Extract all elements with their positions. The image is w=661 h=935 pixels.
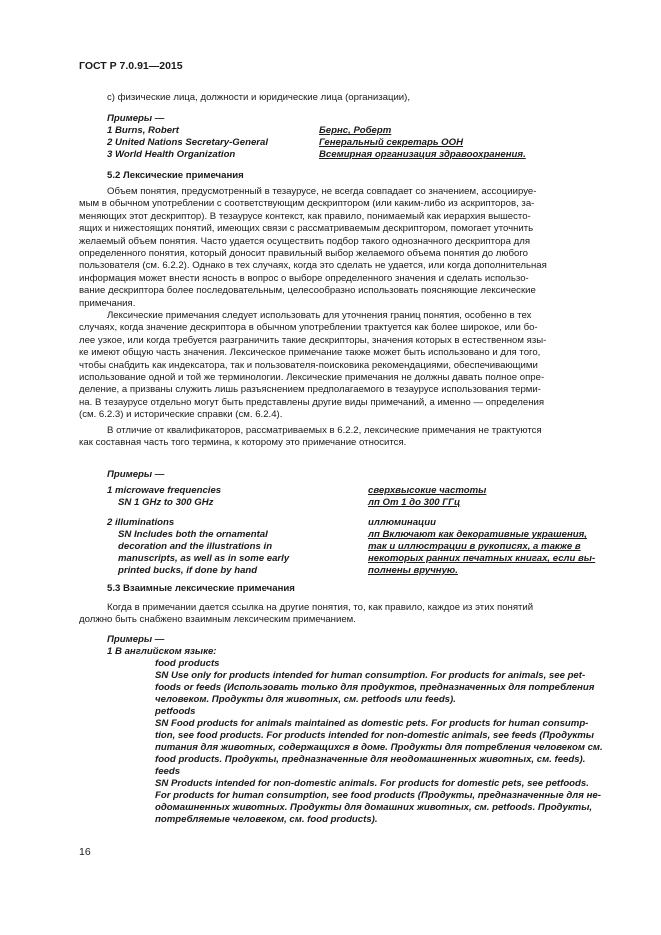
thesaurus-term: petfoods: [155, 706, 196, 717]
scope-note: SN Products intended for non-domestic animals. For products for domestic pets, see petfoods.: [155, 778, 589, 789]
examples-label: Примеры —: [107, 113, 165, 124]
example-term: 1 microwave frequencies: [107, 485, 222, 496]
scope-note: food products. Продукты, предназначенные для неодомашненных животных, см. feeds).: [155, 754, 586, 765]
example-note: printed bucks, if done by hand: [118, 565, 258, 576]
paragraph: Лексические примечания следует использовать для уточнения границ понятия, особенно в тех случаях, когда значение дескриптора в обычном употреблении трактуется как более широкое, или бо- лее узкое, или когда требуется разграничить такие дескрипторы, значения которых в естественном язы- ке имеют общую часть значения. Лексическое примечание также может быть использовано и для того, чтобы снабдить как индексатора, так и пользователя-поисковика рекомендациями, обеспечивающими использование одной и той же терминологии. Лексические примечания не должны давать полное опре- деление, а призваны служить лишь разъяснением предполагаемого в тезаурусе использования терми- на. В тезаурусе отдельно могут быть представлены другие виды примечаний, а именно — определения (см. 6.2.3) и исторические справки (см. 6.2.4).: [79, 310, 547, 421]
scope-note: питания для животных, содержащихся в доме. Продукты для потребления человеком см.: [155, 742, 603, 753]
list-item-c: c) физические лица, должности и юридические лица (организации),: [107, 92, 411, 103]
example-term-translation: иллюминации: [368, 517, 436, 528]
scope-note: одомашненных животных. Продукты для домашних животных, см. petfoods. Продукты,: [155, 802, 593, 813]
paragraph: Объем понятия, предусмотренный в тезаурусе, не всегда совпадает со значением, ассоциируе- мым в обычном употреблении с соответствующим дескриптором (или каким-либо из аскрипторов, за- меняющих этот дескриптор). В тезаурусе контекст, как правило, понимаемый как иерархия вышесто- ящих и нижестоящих понятий, имеющих связи с рассматриваемым дескриптором, помогает уточнить желаемый объем понятия. Часто удается осуществить подбор такого однозначного дескриптора для определенного понятия, который доносит правильный выбор желаемого объема понятия до любого пользователя (см. 6.2.2). Однако в тех случаях, когда это сделать не удается, или когда дополнительная информация может внести ясность в вопрос о выборе определенного значения и сделать использо- вание дескриптора более последовательным, целесообразно использовать поясняющие лексические примечания.: [79, 186, 547, 309]
example-right: Генеральный секретарь ООН: [319, 137, 464, 148]
examples-label: Примеры —: [107, 634, 165, 645]
example-right: Всемирная организация здравоохранения.: [319, 149, 526, 160]
thesaurus-term: food products: [155, 658, 220, 669]
example-subheading: 1 В английском языке:: [107, 646, 217, 657]
section-heading-5-2: 5.2 Лексические примечания: [107, 170, 244, 181]
section-heading-5-3: 5.3 Взаимные лексические примечания: [107, 583, 295, 594]
scope-note: tion, see food products. For products intended for non-domestic animals, see feeds (Продукты: [155, 730, 594, 741]
example-note: SN Includes both the ornamental: [118, 529, 268, 540]
paragraph: Когда в примечании дается ссылка на другие понятия, то, как правило, каждое из этих понятий должно быть снабжено взаимным лексическим примечанием.: [79, 602, 534, 626]
example-note-translation: лп От 1 до 300 ГГц: [368, 497, 461, 508]
example-note-translation: лп Включают как декоративные украшения,: [368, 529, 587, 540]
example-left: 2 United Nations Secretary-General: [107, 137, 269, 148]
scope-note: потребляемые человеком, см. food products).: [155, 814, 378, 825]
page-number: 16: [79, 846, 91, 858]
scope-note: SN Use only for products intended for human consumption. For products for animals, see pet-: [155, 670, 586, 681]
example-note-translation: так и иллюстрации в рукописях, а также в: [368, 541, 581, 552]
examples-label: Примеры —: [107, 469, 165, 480]
thesaurus-term: feeds: [155, 766, 181, 777]
example-term: 2 illuminations: [107, 517, 175, 528]
example-note: decoration and the illustrations in: [118, 541, 273, 552]
example-left: 3 World Health Organization: [107, 149, 236, 160]
scope-note: человеком. Продукты для животных, см. petfoods или feeds).: [155, 694, 456, 705]
document-header: ГОСТ Р 7.0.91—2015: [79, 60, 183, 72]
example-note: manuscripts, as well as in some early: [118, 553, 290, 564]
example-note-translation: полнены вручную.: [368, 565, 458, 576]
example-note: SN 1 GHz to 300 GHz: [118, 497, 214, 508]
scope-note: foods or feeds (Использовать только для продуктов, предназначенных для потребления: [155, 682, 595, 693]
scope-note: SN Food products for animals maintained as domestic pets. For products for human consump-: [155, 718, 589, 729]
example-term-translation: сверхвысокие частоты: [368, 485, 487, 496]
example-right: Бернс, Роберт: [319, 125, 392, 136]
example-left: 1 Burns, Robert: [107, 125, 179, 136]
paragraph: В отличие от квалификаторов, рассматриваемых в 6.2.2, лексические примечания не трактуются как составная часть того термина, к которому это примечание относится.: [79, 425, 542, 449]
scope-note: For products for human consumption, see food products (Продукты, предназначенные для не-: [155, 790, 601, 801]
example-note-translation: некоторых ранних печатных книгах, если вы-: [368, 553, 596, 564]
